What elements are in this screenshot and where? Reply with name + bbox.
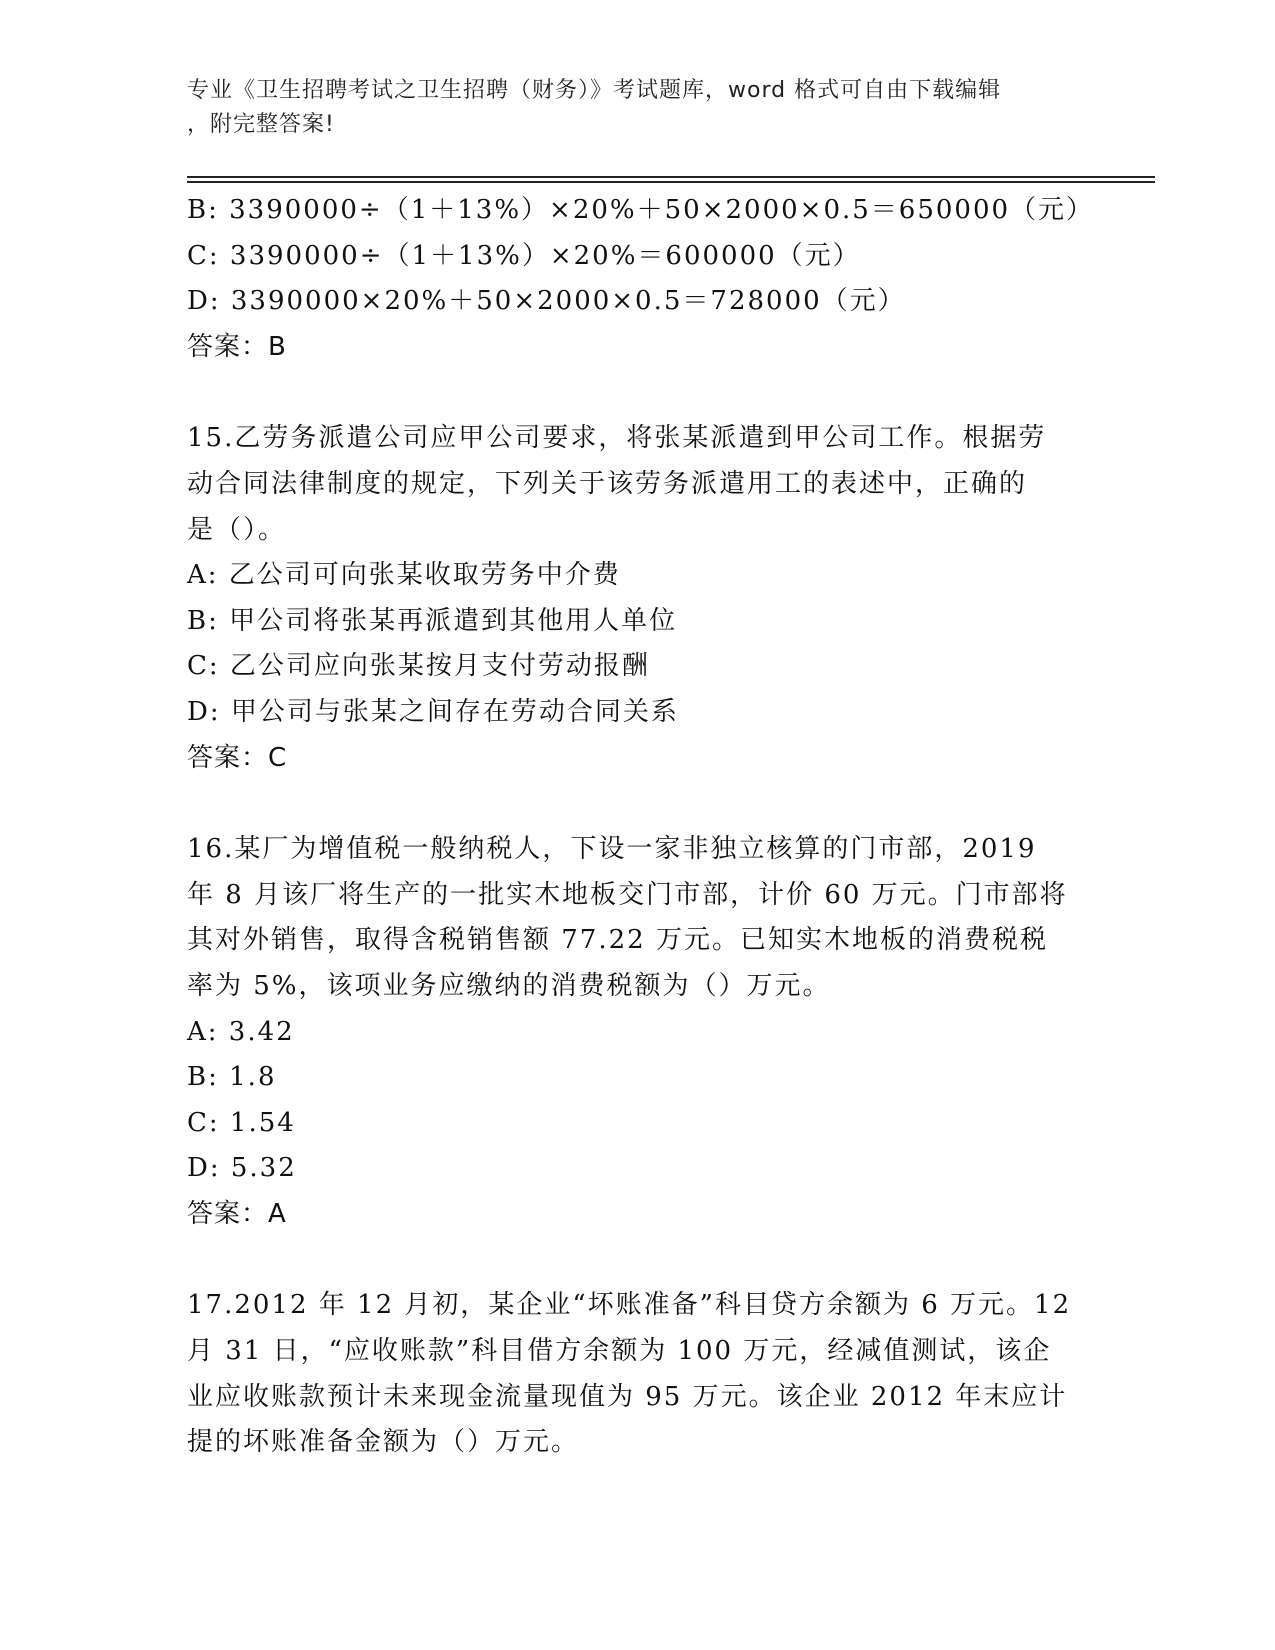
spacer — [187, 1237, 1077, 1283]
q17-stem-line: 业应收账款预计未来现金流量现值为 95 万元。该企业 2012 年末应计 — [187, 1381, 1068, 1412]
q15-stem-line: 动合同法律制度的规定，下列关于该劳务派遣用工的表述中，正确的 — [187, 468, 1028, 499]
q15-stem-line: 15.乙劳务派遣公司应甲公司要求，将张某派遣到甲公司工作。根据劳 — [187, 423, 1047, 454]
header-line-1: 专业《卫生招聘考试之卫生招聘（财务）》考试题库，word 格式可自由下载编辑 — [187, 78, 1002, 103]
q17-stem-line: 月 31 日，“应收账款”科目借方余额为 100 万元，经减值测试，该企 — [187, 1336, 1052, 1367]
q16-stem-line: 年 8 月该厂将生产的一批实木地板交门市部，计价 60 万元。门市部将 — [187, 879, 1068, 910]
document-header — [187, 74, 1067, 142]
question-15 — [187, 416, 1077, 781]
q17-stem-line: 17.2012 年 12 月初，某企业“坏账准备”科目贷方余额为 6 万元。12 — [187, 1290, 1072, 1321]
question-16 — [187, 827, 1077, 1237]
q15-stem — [187, 416, 1077, 553]
q14-option-c: C: 3390000÷（1＋13%）×20%＝600000（元） — [187, 240, 861, 271]
q15-option-c: C: 乙公司应向张某按月支付劳动报酬 — [187, 651, 650, 682]
q16-answer: 答案：A — [187, 1198, 287, 1229]
q14-answer: 答案：B — [187, 331, 287, 362]
q15-option-d: D: 甲公司与张某之间存在劳动合同关系 — [187, 696, 679, 727]
q14-option-d: D: 3390000×20%＋50×2000×0.5＝728000（元） — [187, 286, 906, 317]
question-14 — [187, 188, 1095, 370]
q16-option-a: A: 3.42 — [187, 1016, 295, 1047]
question-17 — [187, 1283, 1077, 1465]
document-body — [187, 188, 1095, 1466]
spacer — [187, 370, 1077, 416]
q15-answer: 答案：C — [187, 742, 288, 773]
q16-option-c: C: 1.54 — [187, 1107, 296, 1138]
q16-stem-line: 率为 5%，该项业务应缴纳的消费税额为（）万元。 — [187, 970, 831, 1001]
q14-option-b: B: 3390000÷（1＋13%）×20%＋50×2000×0.5＝650000（元） — [187, 195, 1095, 225]
q15-stem-line: 是（）。 — [187, 514, 287, 545]
header-line-2: ，附完整答案! — [187, 112, 335, 137]
q17-stem — [187, 1283, 1077, 1465]
header-divider-top — [187, 176, 1155, 178]
q15-option-b: B: 甲公司将张某再派遣到其他用人单位 — [187, 605, 678, 636]
q16-option-b: B: 1.8 — [187, 1062, 277, 1093]
q16-stem — [187, 827, 1077, 1009]
q17-stem-line: 提的坏账准备金额为（）万元。 — [187, 1427, 580, 1458]
q16-option-d: D: 5.32 — [187, 1153, 297, 1184]
header-divider-bottom — [187, 181, 1155, 183]
spacer — [187, 781, 1077, 827]
q16-stem-line: 16.某厂为增值税一般纳税人，下设一家非独立核算的门市部，2019 — [187, 834, 1037, 865]
q16-stem-line: 其对外销售，取得含税销售额 77.22 万元。已知实木地板的消费税税 — [187, 925, 1048, 956]
q15-option-a: A: 乙公司可向张某收取劳务中介费 — [187, 560, 621, 591]
